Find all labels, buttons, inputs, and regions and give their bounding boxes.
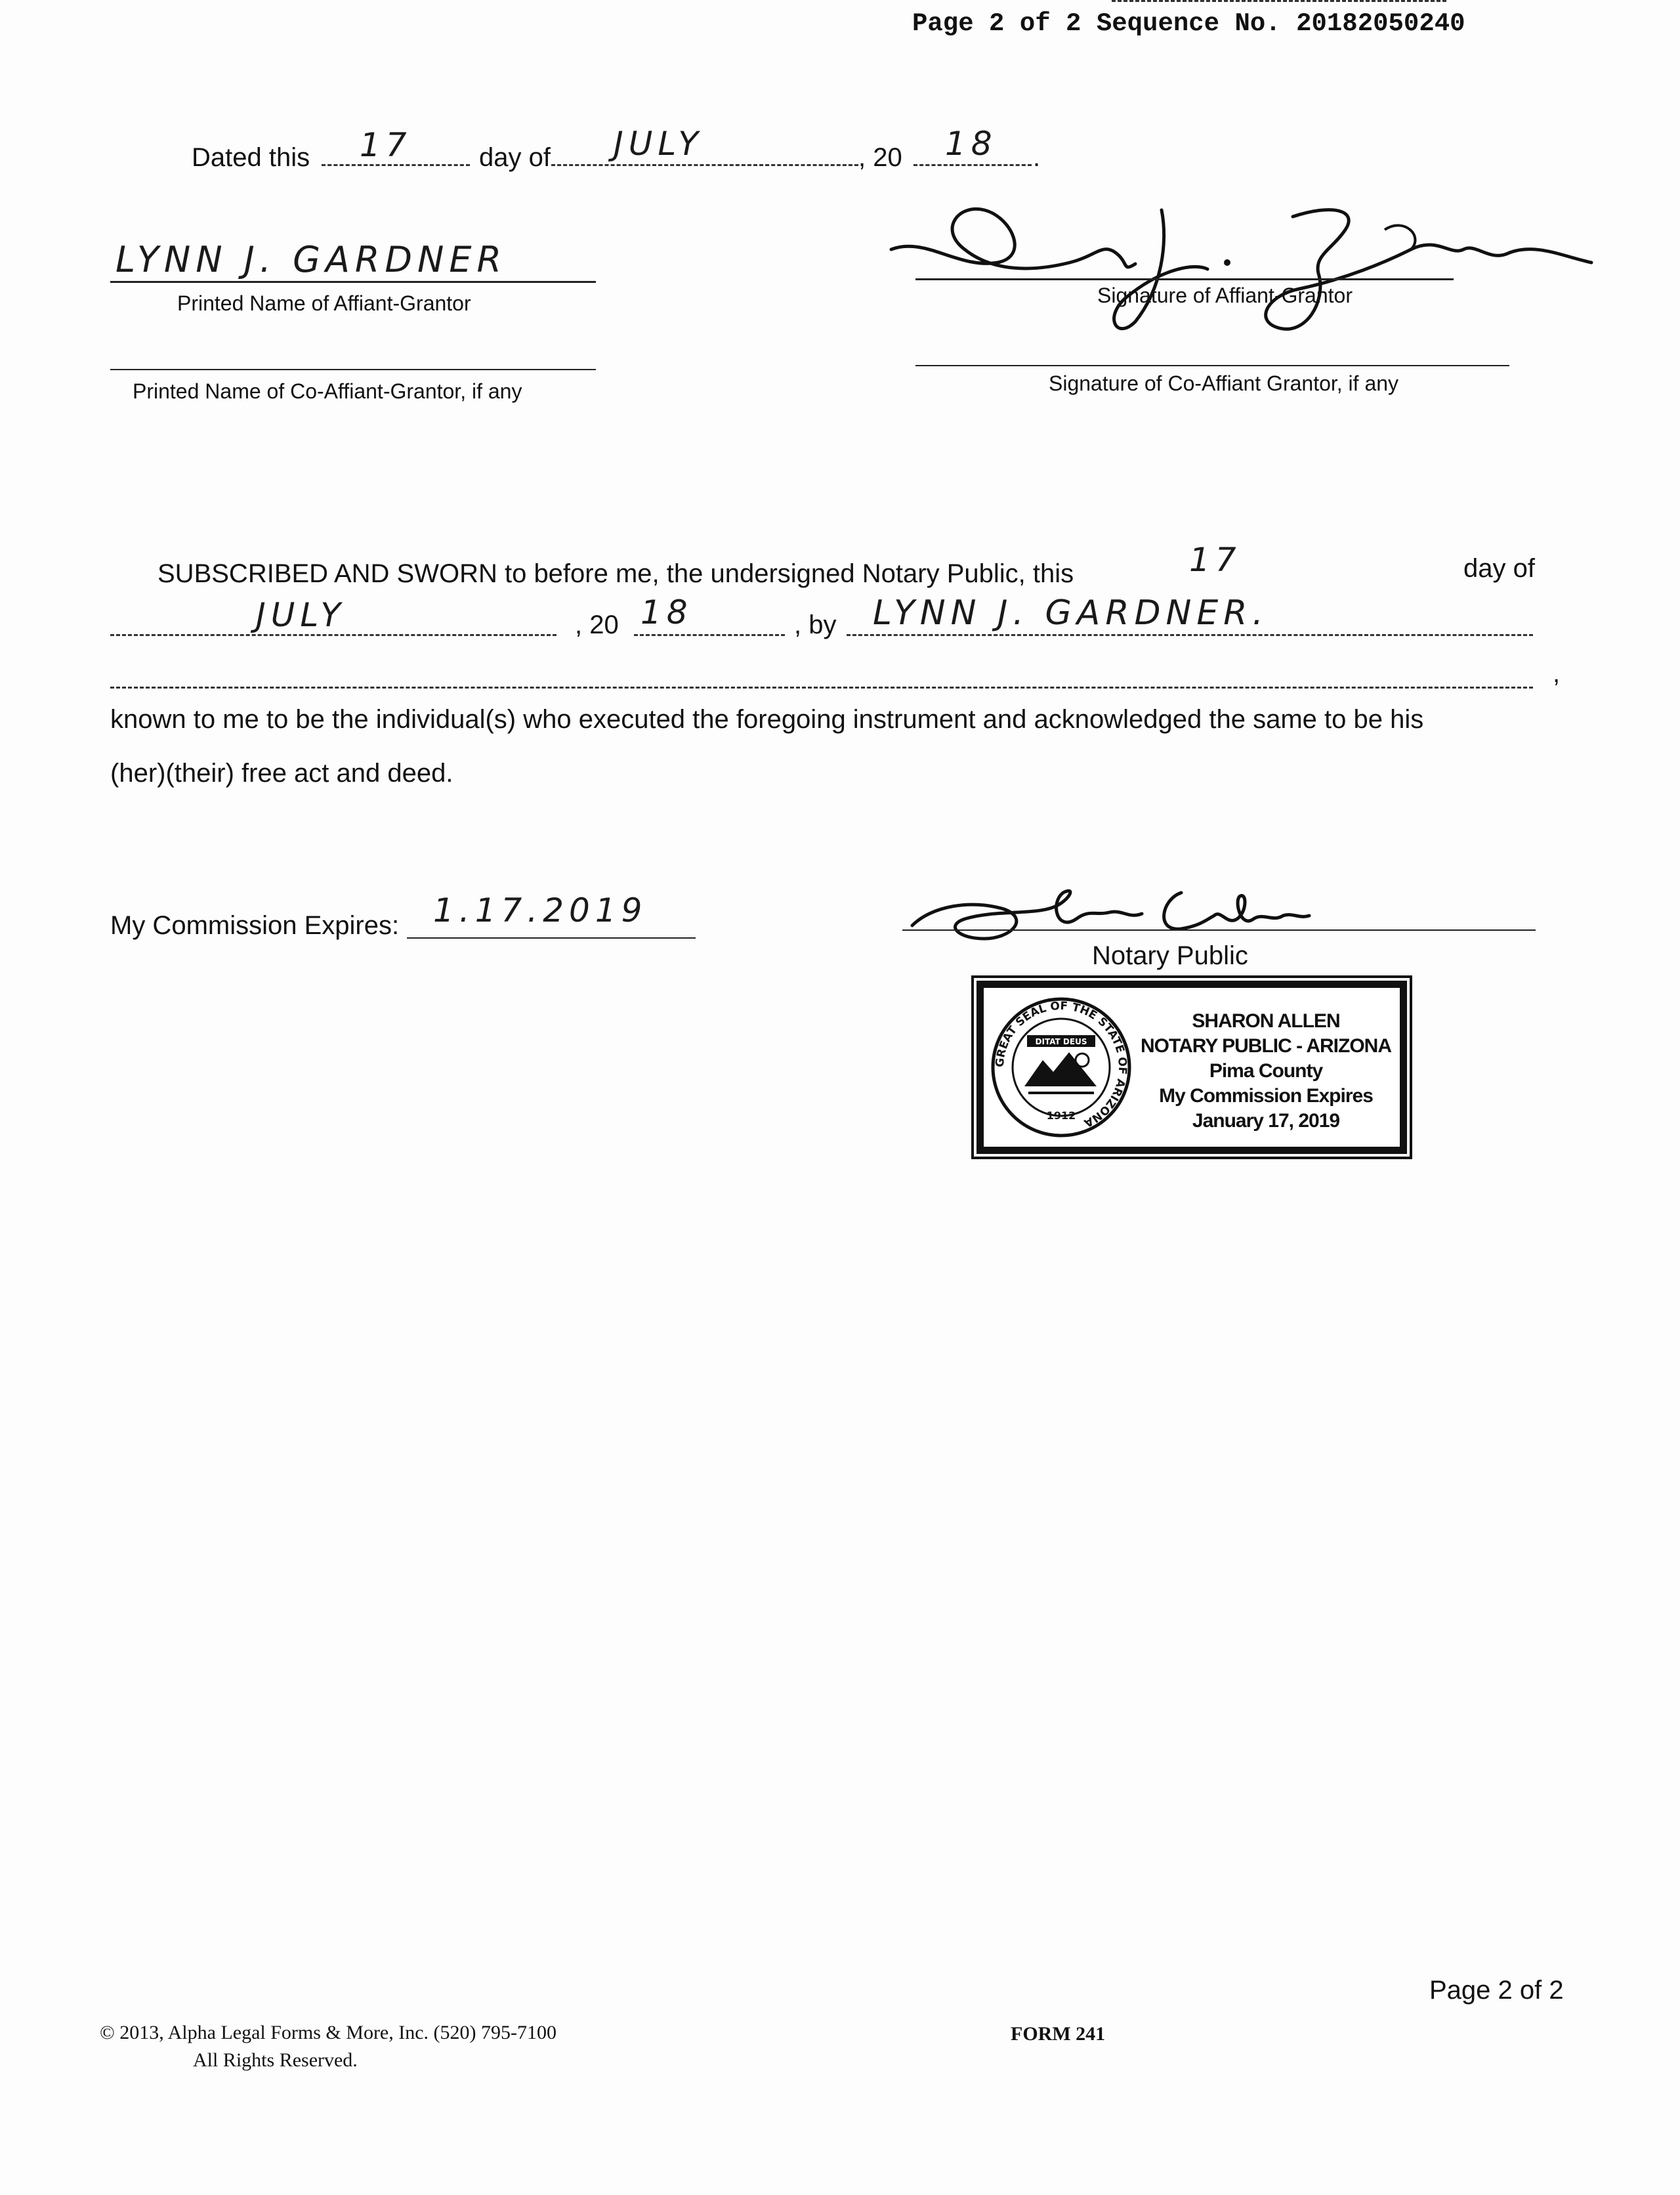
sworn-trailing-comma: ,: [1553, 659, 1561, 688]
co-affiant-printed-name-caption: Printed Name of Co-Affiant-Grantor, if any: [133, 379, 522, 403]
co-affiant-signature-caption: Signature of Co-Affiant Grantor, if any: [1049, 372, 1399, 395]
dated-year-blank: [914, 164, 1032, 166]
dated-period: .: [1033, 143, 1041, 172]
affiant-printed-name-caption: Printed Name of Affiant-Grantor: [177, 291, 471, 315]
sworn-paragraph-line2: (her)(their) free act and deed.: [110, 759, 453, 788]
affiant-signature-caption: Signature of Affiant-Grantor: [1097, 284, 1353, 307]
sworn-day-value: 17: [1189, 541, 1242, 579]
sworn-name-value: LYNN J. GARDNER.: [873, 593, 1269, 633]
dated-year-prefix: , 20: [858, 143, 902, 172]
sworn-paragraph-line1: known to me to be the individual(s) who executed the foregoing instrument and acknowledged the same to be his: [110, 705, 1424, 734]
sworn-day-blank: [1112, 0, 1446, 2]
dated-month-blank: [551, 164, 858, 166]
arizona-seal-icon: [990, 994, 1132, 1140]
sworn-year-prefix: , 20: [575, 610, 619, 639]
sworn-extra-blank: [110, 687, 1533, 689]
footer-copyright-line2: All Rights Reserved.: [193, 2049, 358, 2071]
seal-motto: DITAT DEUS: [1035, 1037, 1087, 1046]
stamp-expires-date: January 17, 2019: [1192, 1110, 1340, 1132]
commission-value: 1.17.2019: [433, 891, 648, 929]
dated-day-of: day of: [479, 143, 551, 172]
notary-signature-line: [902, 929, 1536, 931]
dated-prefix: Dated this: [192, 143, 310, 172]
sworn-by-label: , by: [794, 610, 837, 639]
commission-line: [407, 937, 696, 939]
notary-stamp: [976, 981, 1407, 1154]
footer-copyright-line1: © 2013, Alpha Legal Forms & More, Inc. (520) 795-7100: [100, 2022, 557, 2043]
affiant-printed-name-value: LYNN J. GARDNER: [116, 239, 507, 280]
co-affiant-signature-line: [915, 365, 1509, 366]
affiant-signature-mark: [886, 190, 1595, 341]
sworn-line1-text: SUBSCRIBED AND SWORN to before me, the undersigned Notary Public, this: [158, 559, 1074, 588]
sworn-day-of: day of: [1463, 554, 1535, 583]
sworn-year-blank: [634, 634, 785, 636]
seal-ring-text: GREAT SEAL OF THE STATE OF ARIZONA: [993, 999, 1129, 1130]
affiant-signature-line: [915, 278, 1454, 280]
dated-day-blank: [322, 164, 470, 166]
stamp-title: NOTARY PUBLIC - ARIZONA: [1141, 1035, 1391, 1057]
sworn-year-value: 18: [640, 593, 693, 631]
footer-form-number: FORM 241: [1011, 2023, 1106, 2045]
stamp-expires-label: My Commission Expires: [1159, 1085, 1373, 1107]
notary-public-caption: Notary Public: [1092, 941, 1248, 970]
page-header: Page 2 of 2 Sequence No. 20182050240: [912, 9, 1465, 38]
dated-year-value: 18: [945, 125, 998, 163]
dated-month-value: JULY: [614, 125, 704, 163]
sworn-name-blank: [847, 634, 1533, 636]
stamp-name: SHARON ALLEN: [1192, 1010, 1340, 1032]
co-affiant-printed-name-line: [110, 369, 596, 370]
affiant-printed-name-line: [110, 281, 596, 283]
seal-year: 1912: [1046, 1109, 1076, 1122]
sworn-month-value: JULY: [256, 596, 346, 634]
footer-page-label: Page 2 of 2: [1429, 1976, 1564, 2005]
sworn-month-blank: [110, 634, 556, 636]
dated-day-value: 17: [360, 126, 412, 164]
stamp-county: Pima County: [1209, 1060, 1323, 1082]
commission-label: My Commission Expires:: [110, 911, 400, 940]
